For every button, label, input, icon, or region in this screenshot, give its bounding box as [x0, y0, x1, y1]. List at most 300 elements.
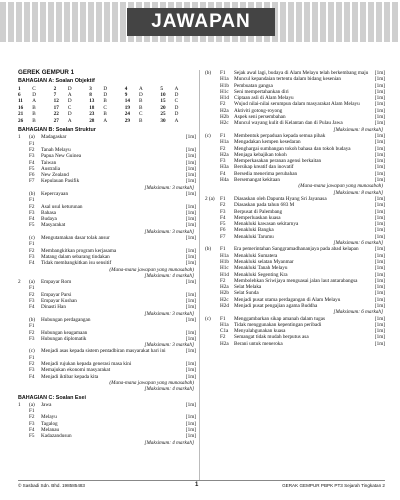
line-label: F2 — [220, 202, 226, 209]
line-label — [29, 440, 41, 446]
question-number: 6 — [18, 92, 21, 98]
line-text: Seni mempertahankan diri — [234, 88, 289, 95]
line-mark: [1m] — [185, 433, 196, 440]
line-mark: [1m] — [185, 291, 196, 298]
question-number: 27 — [53, 117, 59, 124]
line-mark: [1m] — [185, 191, 196, 197]
bahagian-a-title: BAHAGIAN A: Soalan Objektif — [18, 78, 95, 85]
question-number: 15 — [160, 98, 166, 105]
line-mark: [1m] — [374, 208, 385, 215]
line-label: F3 — [29, 420, 35, 427]
line-text: Berani untuk meneroka — [234, 340, 283, 347]
line-mark: [1m] — [374, 101, 385, 108]
line-text: Australia — [41, 165, 61, 172]
bahagian-c-title: BAHAGIAN C: Soalan Esei — [18, 394, 86, 401]
question-number: 9 — [124, 92, 128, 98]
question-number: 26 — [18, 117, 24, 124]
answer-letter: D — [174, 111, 179, 118]
line-text: [Maksimum: 3 markah] — [144, 184, 194, 191]
answer-line — [18, 134, 196, 147]
answer-letter: A — [32, 98, 36, 105]
answer-letter: B — [103, 98, 107, 105]
line-mark: [1m] — [185, 401, 196, 408]
question-number: 1 — [18, 85, 21, 92]
line-text: Menakluki Segenting Kra — [234, 271, 288, 278]
line-text: New Zealand — [41, 172, 69, 179]
line-mark: [1m] — [374, 214, 385, 221]
line-label: F2 — [29, 361, 35, 368]
line-label: F5 — [29, 165, 35, 172]
line-label: F2 — [220, 277, 226, 284]
header-banner — [0, 2, 400, 42]
line-mark: [1m] — [374, 277, 385, 284]
line-mark: [1m] — [374, 158, 385, 165]
line-text: Bersemangat kekitaan — [234, 177, 280, 184]
line-text: [Maksimum: 3 markah] — [144, 310, 194, 317]
line-label: H1c — [220, 265, 229, 272]
line-text: [Maksimum: 4 markah] — [144, 386, 194, 393]
line-mark: [1m] — [374, 321, 385, 328]
line-number: (b) — [205, 246, 212, 253]
line-text: Kadazandusun — [41, 433, 72, 440]
line-mark: [1m] — [185, 329, 196, 336]
line-label: H4a — [220, 177, 229, 184]
answer-letter: D — [174, 92, 179, 98]
line-text: Matang dalam sebarang tindakan — [41, 253, 110, 260]
line-number: 1 — [18, 401, 21, 408]
line-mark: [1m] — [374, 334, 385, 341]
line-mark: [1m] — [374, 195, 385, 202]
answer-line — [18, 191, 196, 204]
answer-letter: B — [32, 104, 36, 111]
line-number: (c) — [205, 132, 211, 139]
line-text: Memperkasakan peranan agensi berkaitan — [234, 158, 322, 165]
line-mark: [1m] — [374, 177, 385, 184]
question-number: 20 — [160, 104, 166, 111]
line-label: F5 — [29, 433, 35, 440]
answer-line — [18, 348, 196, 361]
line-mark: [1m] — [374, 120, 385, 127]
line-mark: [1m] — [185, 247, 196, 254]
line-text: Menjadi pusat utama perdagangan di Alam Melayu — [234, 296, 341, 303]
line-label: H1c — [220, 88, 229, 95]
line-text: Kepulauan Pasifik — [41, 178, 80, 185]
line-mark: [1m] — [185, 335, 196, 342]
line-text: Muncul wayang kulit di Kelantan dan di Pulau Jawa — [234, 120, 343, 127]
question-number: 21 — [18, 111, 24, 118]
line-mark: [1m] — [374, 265, 385, 272]
line-label: F1 — [220, 195, 226, 202]
line-label: H1d — [220, 95, 229, 102]
line-label: H3a — [220, 164, 229, 171]
line-mark: [1m] — [374, 227, 385, 234]
line-text: Membolehkan Sriwijaya menguasai jalan laut antarabangsa — [234, 277, 358, 284]
line-mark: [1m] — [374, 151, 385, 158]
line-mark: [1m] — [374, 170, 385, 177]
question-number: 16 — [18, 104, 24, 111]
line-number — [18, 235, 29, 248]
answer-line — [18, 386, 196, 392]
line-mark: [1m] — [374, 315, 385, 322]
line-mark: [1m] — [185, 298, 196, 305]
answer-row — [18, 118, 196, 124]
line-text: Dinasti Han — [41, 304, 66, 311]
line-mark: [1m] — [185, 178, 196, 185]
question-number: 5 — [160, 85, 163, 92]
line-number — [18, 440, 29, 446]
line-mark: [1m] — [185, 420, 196, 427]
line-text: Kepercayaan — [41, 191, 69, 197]
question-number: 13 — [89, 98, 95, 105]
answer-letter: A — [139, 85, 143, 92]
line-label: F1 — [220, 132, 226, 139]
line-text: Asal usul keturunan — [41, 203, 83, 210]
line-text: (Mana-mana jawapan yang munasabah) — [298, 183, 383, 190]
line-text: Diasaskan pada tahun 683 M — [234, 202, 295, 209]
answer-letter: A — [174, 85, 179, 92]
line-mark: [1m] — [185, 414, 196, 421]
line-text: Tidak menggunakan kepentingan peribadi — [234, 321, 322, 328]
line-mark: [1m] — [185, 373, 196, 380]
line-number — [18, 386, 29, 392]
line-text: Wujud nilai-nilai serumpun dalam masyarakat Alam Melayu — [234, 101, 360, 108]
line-mark: [1m] — [185, 216, 196, 223]
question-number: 25 — [160, 111, 166, 118]
line-text: Empayar Parsi — [41, 291, 72, 298]
line-text: Menjaga kebajikan tokoh — [234, 151, 287, 158]
answer-letter: A — [174, 117, 179, 124]
line-text: Semangat tidak mudah berputus asa — [234, 334, 309, 341]
line-label: F2 — [220, 101, 226, 108]
line-label: F4 — [29, 373, 35, 380]
question-number: 18 — [89, 104, 95, 111]
line-text: Memperluaskan kuasa — [234, 214, 281, 221]
line-text: [Maksimum: 8 markah] — [333, 189, 383, 196]
line-label: H1a — [220, 321, 229, 328]
answer-letter: D — [67, 85, 72, 92]
footer-rule — [18, 480, 385, 481]
line-label: (a) F1 — [29, 401, 35, 415]
right-column — [205, 70, 385, 347]
line-text: Menakluki kawasan sekitarnya — [234, 221, 299, 228]
line-label: F3 — [220, 208, 226, 215]
answer-letter: D — [139, 92, 143, 98]
line-mark: [1m] — [374, 95, 385, 102]
line-label: F2 — [220, 145, 226, 152]
line-label: F4 — [29, 426, 35, 433]
answer-line — [18, 440, 196, 446]
line-mark: [1m] — [185, 367, 196, 374]
line-text: Menggambarkan sikap amanah dalam tugas — [234, 315, 326, 322]
line-label: H2c — [220, 296, 229, 303]
question-number: 10 — [160, 92, 166, 98]
line-label: H1a — [220, 76, 229, 83]
line-text: Menakluki selatan Myanmar — [234, 258, 294, 265]
line-mark: [1m] — [374, 202, 385, 209]
line-label: (a) F1 — [29, 134, 35, 147]
line-label: F1 — [220, 70, 226, 76]
left-column — [18, 70, 196, 446]
line-text: Papua New Guinea — [41, 153, 82, 160]
line-mark: [1m] — [374, 70, 385, 76]
line-mark: [1m] — [185, 426, 196, 433]
question-number: 24 — [124, 111, 130, 118]
line-mark: [1m] — [374, 252, 385, 259]
line-label: H2c — [220, 120, 229, 127]
line-text: Menjadi pusat pengajian agama Buddha — [234, 302, 318, 309]
line-label — [29, 386, 41, 392]
line-mark: [1m] — [185, 153, 196, 160]
line-label: F4 — [29, 159, 35, 166]
line-text: Empayar Kushan — [41, 298, 77, 305]
line-text: Era pemerintahan Sanggramadhananjaya pada abad kelapan — [234, 246, 359, 253]
line-label: (c) F1 — [29, 235, 35, 248]
bahagian-b-answers — [18, 134, 196, 392]
question-number: 22 — [53, 111, 59, 118]
answer-letter: C — [139, 111, 143, 118]
line-mark: [1m] — [185, 316, 196, 323]
line-text: [Maksimum: 4 markah] — [144, 439, 194, 446]
line-text: Mengadakan kempen kesedaran — [234, 139, 301, 146]
line-mark: [1m] — [185, 146, 196, 153]
line-label: (b) F1 — [29, 191, 36, 204]
line-label: F1 — [220, 315, 226, 322]
line-label: H2a — [220, 340, 229, 347]
line-number: 2 — [18, 279, 21, 286]
line-mark: [1m] — [374, 132, 385, 139]
column-divider — [199, 70, 200, 480]
line-text: (Mana-mana jawapan yang munasabah) — [109, 379, 194, 386]
line-text: Selat Sunda — [234, 290, 259, 297]
line-text: Hubungan keagamaan — [41, 329, 88, 336]
line-mark: [1m] — [374, 76, 385, 83]
line-label: H2d — [220, 302, 229, 309]
line-label: H1a — [220, 139, 229, 146]
line-mark: [1m] — [185, 260, 196, 267]
line-text: Menjadi rujukan kepada generasi masa kini — [41, 361, 132, 368]
line-label: F4 — [29, 304, 35, 311]
line-text: [Maksimum: 8 markah] — [333, 126, 383, 133]
line-label: C1a — [220, 328, 229, 335]
question-number: 23 — [89, 111, 95, 118]
line-number — [18, 348, 29, 361]
line-mark: [1m] — [185, 253, 196, 260]
line-mark: [1m] — [185, 279, 196, 286]
answer-letter: A — [67, 92, 72, 98]
answer-letter: B — [139, 104, 143, 111]
line-text: (Mana-mana jawapan yang munasabah) — [109, 266, 194, 273]
line-text: Selat Melaka — [234, 284, 262, 291]
line-text: Aktiviti gotong-royong — [234, 107, 283, 114]
line-label: F3 — [220, 158, 226, 165]
question-number: 3 — [89, 85, 92, 92]
answer-line — [18, 279, 196, 292]
section-title: GEREK GEMPUR 1 — [18, 69, 75, 76]
question-number: 14 — [124, 98, 130, 105]
answer-letter: D — [174, 104, 179, 111]
line-label: F4 — [29, 216, 35, 223]
question-number: 8 — [89, 92, 92, 98]
line-text: [Maksimum: 6 markah] — [333, 309, 383, 316]
line-text: Membangkitkan program kerjasama — [41, 247, 117, 254]
line-text: [Maksimum: 6 markah] — [333, 240, 383, 247]
footer-book-title: GERAK GEMPUR PBPK PT3 Sejarah Tingkatan 2 — [282, 483, 385, 488]
answer-line — [205, 341, 385, 347]
line-label: F2 — [29, 291, 35, 298]
line-number — [18, 191, 29, 204]
line-text: Berpusat di Palembang — [234, 208, 283, 215]
line-mark: [1m] — [374, 139, 385, 146]
bahagian-b-title: BAHAGIAN B: Soalan Struktur — [18, 127, 96, 134]
line-label: H1d — [220, 271, 229, 278]
page-title: JAWAPAN — [127, 8, 275, 36]
line-text: Membentuk perpaduan kepada semua pihak — [234, 132, 326, 139]
line-mark: [1m] — [374, 164, 385, 171]
answer-letter: D — [67, 98, 72, 105]
line-text: Sejak awal lagi, budaya di Alam Melayu telah berkembang maju — [234, 70, 369, 76]
answer-letter: B — [103, 111, 107, 118]
line-text: Menjadi asas kepada sistem pentadbiran masyarakat hari ini — [41, 348, 166, 355]
line-text: Diasaskan oleh Dapunta Hyang Sri Jayanasa — [234, 195, 327, 202]
line-label: H1b — [220, 82, 229, 89]
line-mark: [1m] — [374, 107, 385, 114]
line-label: F3 — [29, 335, 35, 342]
line-text: [Maksimum: 4 markah] — [144, 272, 194, 279]
line-label: (c) F1 — [29, 348, 35, 361]
line-mark: [1m] — [185, 361, 196, 368]
line-label: F2 — [29, 146, 35, 153]
line-text: Ciptaan asli di Alam Melayu — [234, 95, 294, 102]
line-label: (b) F1 — [29, 316, 36, 330]
footer-copyright: © Sasbadi Sdn. Bhd. 198585483 — [18, 483, 85, 488]
line-text: Hubungan diplomatik — [41, 335, 87, 342]
line-number: 1 — [18, 134, 21, 141]
line-label: F2 — [29, 329, 35, 336]
answer-letter: A — [67, 117, 72, 124]
line-label: F3 — [29, 367, 35, 374]
line-text: Menjadi iktibar kepada kita — [41, 373, 99, 380]
line-mark: [1m] — [374, 82, 385, 89]
answer-line — [18, 402, 196, 415]
line-mark: [1m] — [185, 203, 196, 210]
line-mark: [1m] — [185, 304, 196, 311]
answer-letter: B — [139, 98, 143, 105]
line-text: Bahasa — [41, 209, 56, 216]
line-number: (b) — [205, 70, 212, 76]
line-label: H2a — [220, 107, 229, 114]
answer-letter: B — [32, 117, 36, 124]
line-text: Taiwan — [41, 159, 57, 166]
line-label: H2a — [220, 284, 229, 291]
line-mark: [1m] — [374, 296, 385, 303]
line-text: Jawa — [41, 401, 52, 408]
line-mark: [1m] — [374, 88, 385, 95]
line-label: F7 — [220, 233, 226, 240]
answer-letter: A — [103, 117, 108, 124]
line-mark: [1m] — [185, 159, 196, 166]
line-text: Tagalog — [41, 420, 58, 427]
line-text: Masyarakat — [41, 222, 66, 229]
line-mark: [1m] — [374, 114, 385, 121]
line-label: H2b — [220, 114, 229, 121]
line-mark: [1m] — [374, 302, 385, 309]
line-text: Bersedia menerima perubahan — [234, 170, 298, 177]
line-label: F3 — [29, 153, 35, 160]
line-text: Pembuatan gangsa — [234, 82, 273, 89]
line-label: F4 — [220, 214, 226, 221]
line-label: F6 — [29, 172, 35, 179]
line-label: H1b — [220, 258, 229, 265]
line-text: Menakluki Tarumu — [234, 233, 274, 240]
line-label: F6 — [220, 227, 226, 234]
line-mark: [1m] — [374, 258, 385, 265]
answer-letter: D — [103, 85, 108, 92]
line-text: Hubungan perdagangan — [41, 316, 91, 323]
question-number: 28 — [89, 117, 95, 124]
line-mark: [1m] — [374, 246, 385, 253]
answer-letter: C — [174, 98, 179, 105]
line-mark: [1m] — [185, 235, 196, 242]
line-number: (c) — [205, 315, 211, 322]
line-label: F2 — [29, 247, 35, 254]
answer-line — [18, 235, 196, 248]
answer-letter: D — [32, 92, 36, 98]
question-number: 11 — [18, 98, 23, 105]
line-text: Melanau — [41, 426, 60, 433]
line-mark: [1m] — [185, 222, 196, 229]
answer-letter: B — [32, 111, 36, 118]
answer-letter: C — [67, 104, 72, 111]
line-label: F3 — [29, 253, 35, 260]
question-number: 17 — [53, 104, 59, 111]
line-label: F4 — [29, 260, 35, 267]
line-label: H1a — [220, 252, 229, 259]
line-label: F7 — [29, 178, 35, 185]
line-text: Tidak membangkitkan isu sensitif — [41, 260, 112, 267]
line-text: Menakluki Sumatera — [234, 252, 278, 259]
line-mark: [1m] — [374, 271, 385, 278]
answer-letter: C — [32, 85, 36, 92]
line-text: Tanah Melayu — [41, 146, 71, 153]
answer-letter: C — [103, 104, 107, 111]
question-number: 12 — [53, 98, 59, 105]
question-number: 2 — [53, 85, 57, 92]
right-answers — [205, 70, 385, 347]
line-number: 2 (a) — [205, 195, 215, 202]
line-label: F2 — [220, 334, 226, 341]
line-label: (a) F1 — [29, 279, 35, 292]
answer-letter: B — [139, 117, 143, 124]
line-label: H2a — [220, 151, 229, 158]
answer-letter: D — [67, 111, 72, 118]
line-text: Menakluki Bangka — [234, 227, 274, 234]
line-label: F4 — [220, 170, 226, 177]
line-number — [205, 341, 220, 347]
line-label: F3 — [29, 298, 35, 305]
line-text: [Maksimum: 3 markah] — [144, 228, 194, 235]
line-mark: [1m] — [185, 165, 196, 172]
answer-line — [18, 317, 196, 330]
line-mark: [1m] — [374, 340, 385, 347]
line-label: F5 — [220, 221, 226, 228]
line-text: Madagaskar — [41, 134, 67, 141]
line-text: Bersikap kreatif dan inovatif — [234, 164, 294, 171]
answer-letter: D — [103, 92, 108, 98]
line-number — [18, 317, 29, 330]
line-mark: [1m] — [374, 284, 385, 291]
answer-table — [18, 86, 196, 124]
line-text: Menakluki Tanah Melayu — [234, 265, 288, 272]
